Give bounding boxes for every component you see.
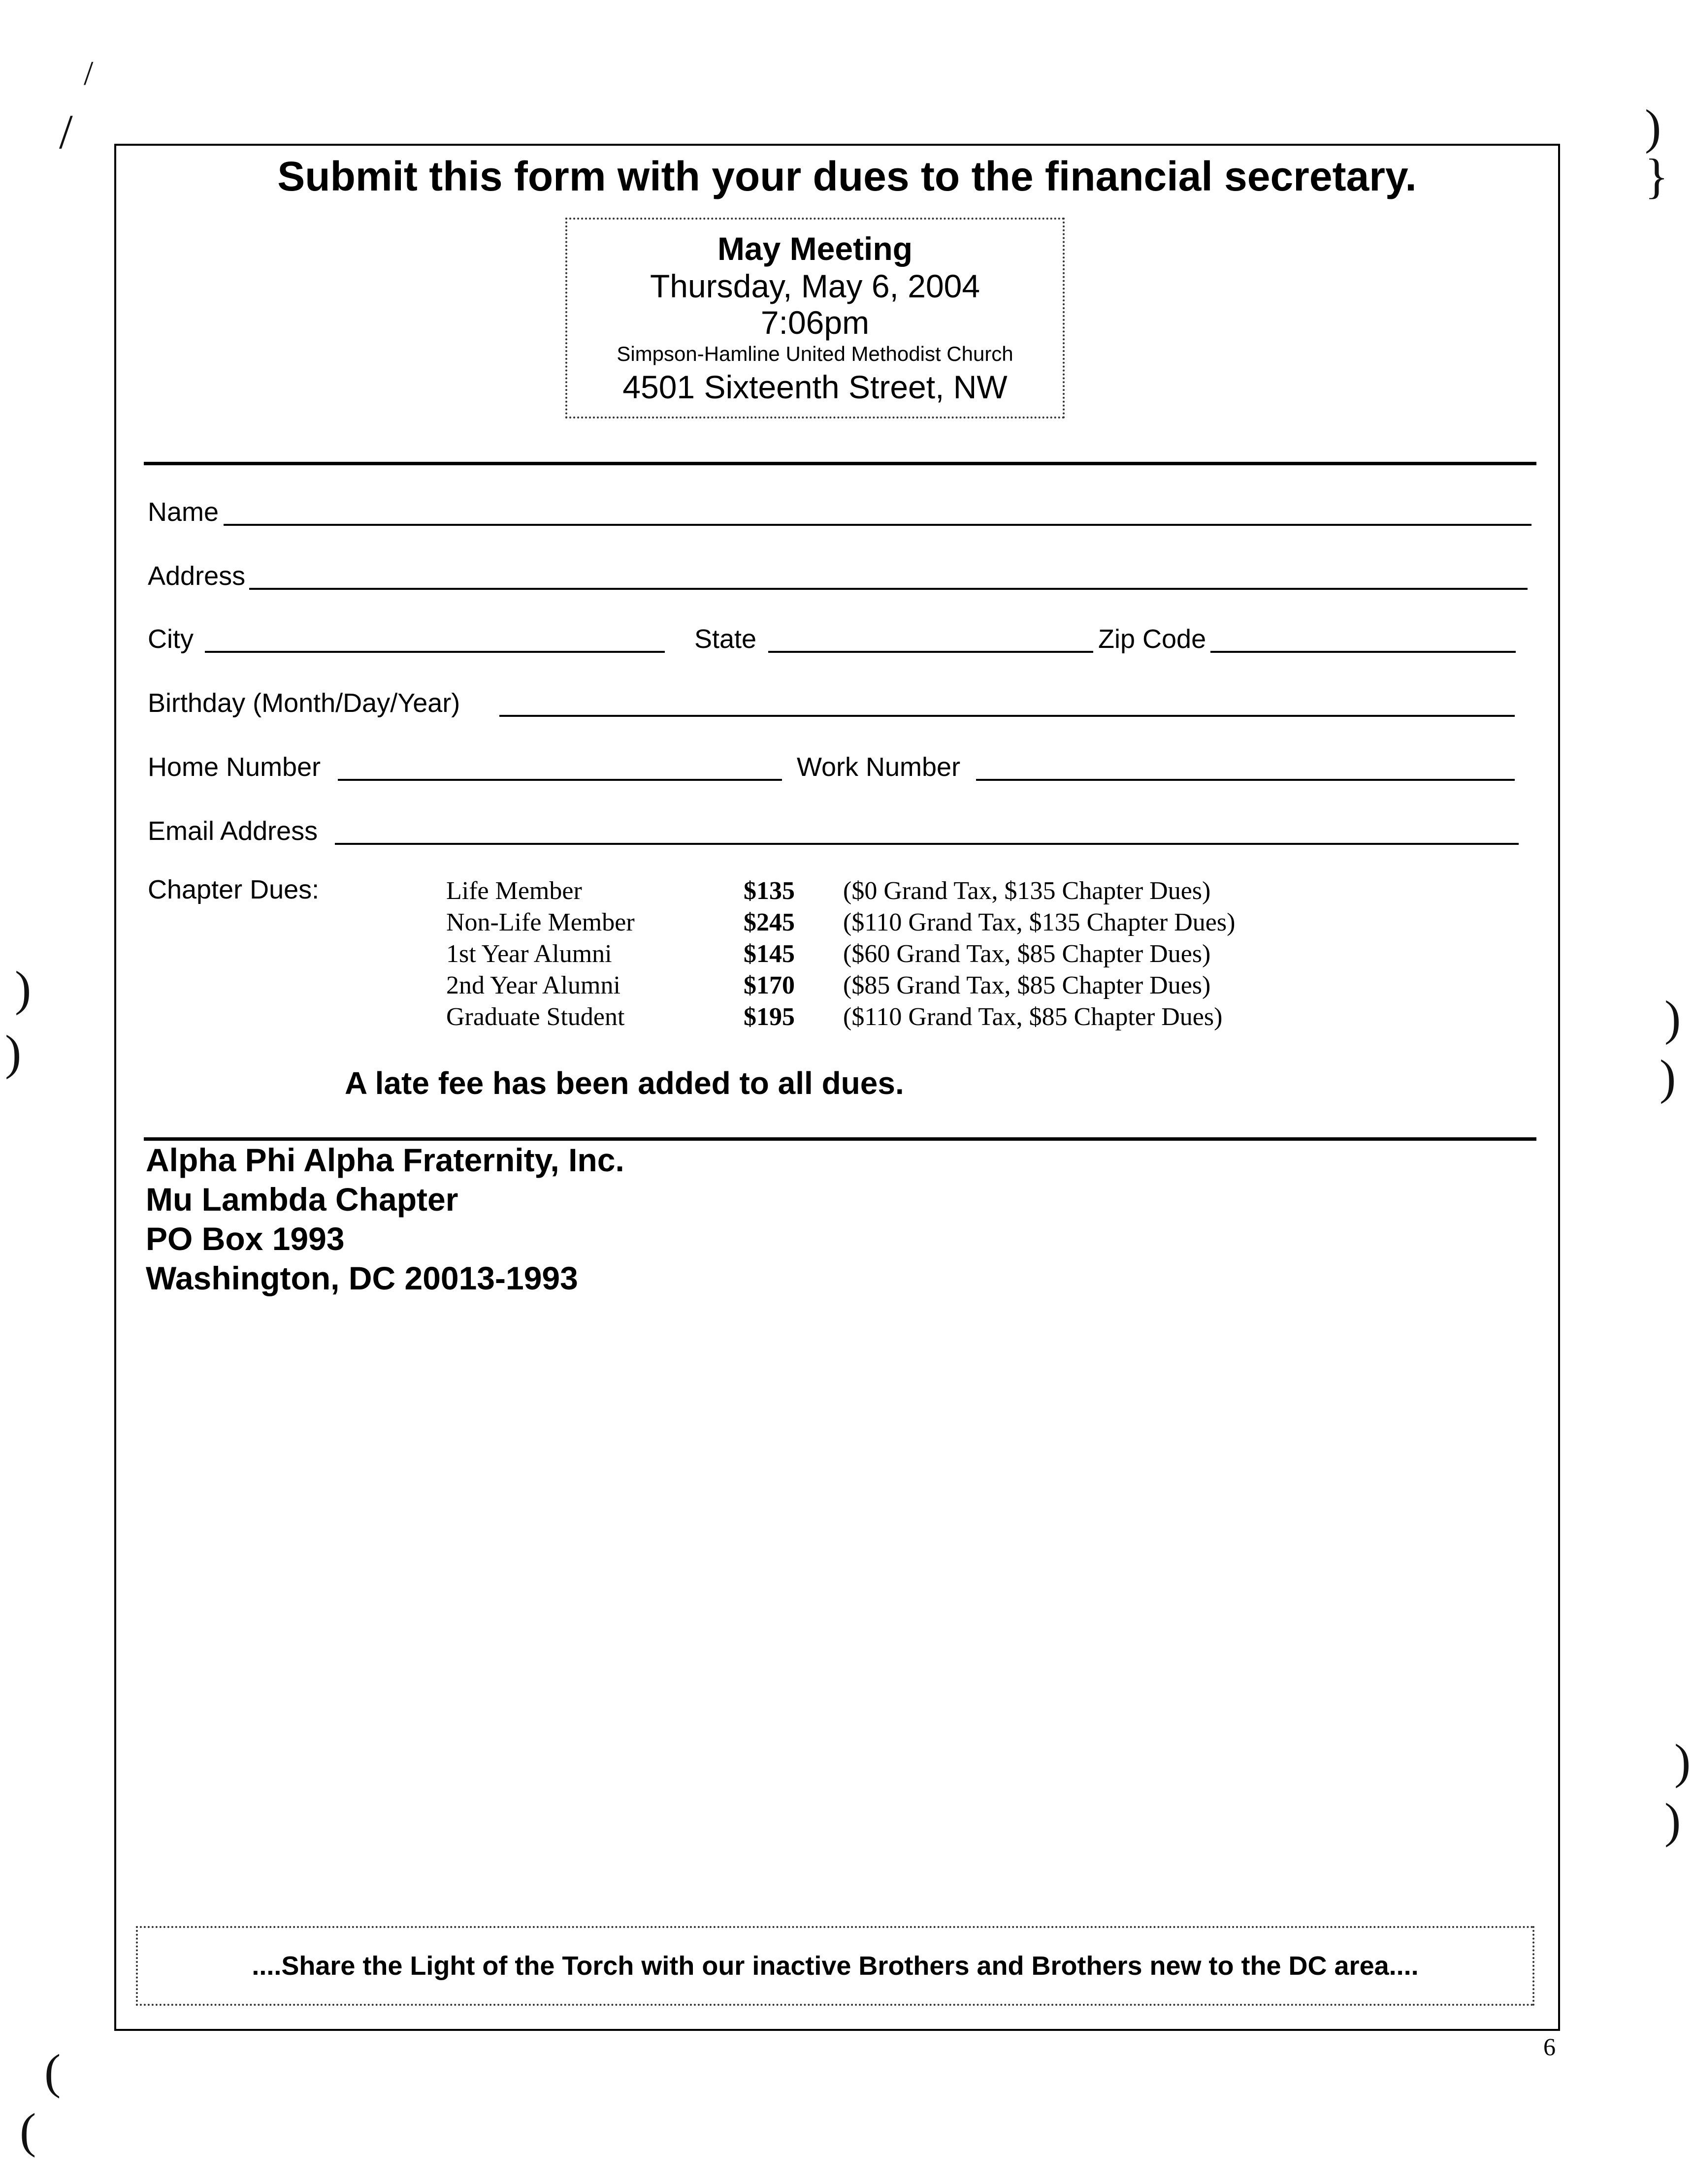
mailing-address <box>146 1140 624 1298</box>
mailing-line-po-box: PO Box 1993 <box>146 1220 345 1257</box>
email-row <box>148 811 1536 851</box>
city-label: City <box>148 624 194 654</box>
city-field[interactable] <box>205 651 665 653</box>
state-label: State <box>694 624 757 654</box>
dues-breakdown: ($85 Grand Tax, $85 Chapter Dues) <box>843 971 1211 999</box>
phone-row <box>148 747 1536 787</box>
dues-amount: $245 <box>744 908 795 936</box>
name-row <box>148 492 1536 532</box>
meeting-place: Simpson-Hamline United Methodist Church <box>617 342 1013 365</box>
work-number-field[interactable] <box>976 779 1515 781</box>
dues-member-type: Non-Life Member <box>446 908 635 936</box>
address-row <box>148 556 1536 596</box>
scan-mark-icon: ) <box>5 1025 22 1080</box>
work-number-label: Work Number <box>797 752 961 782</box>
state-field[interactable] <box>768 651 1093 653</box>
scan-mark-icon: ) <box>1664 991 1681 1045</box>
zip-label: Zip Code <box>1098 624 1206 654</box>
scan-mark-icon: ) <box>1664 1793 1681 1848</box>
dues-member-type: Life Member <box>446 877 582 905</box>
birthday-row <box>148 683 1536 723</box>
dues-breakdown: ($60 Grand Tax, $85 Chapter Dues) <box>843 940 1211 968</box>
name-label: Name <box>148 497 219 527</box>
mailing-line-organization: Alpha Phi Alpha Fraternity, Inc. <box>146 1142 624 1178</box>
meeting-address: 4501 Sixteenth Street, NW <box>622 369 1008 405</box>
home-number-field[interactable] <box>338 779 782 781</box>
address-label: Address <box>148 561 246 591</box>
scan-mark-icon: ) <box>1674 1734 1691 1789</box>
address-field[interactable] <box>249 588 1528 590</box>
home-number-label: Home Number <box>148 752 321 782</box>
meeting-date: Thursday, May 6, 2004 <box>650 268 980 304</box>
dues-member-type: Graduate Student <box>446 1003 625 1031</box>
scan-mark-icon: / <box>84 55 94 93</box>
top-divider <box>144 462 1536 465</box>
mailing-line-chapter: Mu Lambda Chapter <box>146 1181 458 1218</box>
chapter-dues-label: Chapter Dues: <box>148 875 320 904</box>
scan-mark-icon: ) <box>1660 1050 1676 1104</box>
email-label: Email Address <box>148 816 318 846</box>
meeting-title: May Meeting <box>717 230 913 267</box>
scan-mark-icon: ( <box>20 2103 36 2158</box>
meeting-info-box <box>565 218 1065 418</box>
dues-breakdown: ($110 Grand Tax, $85 Chapter Dues) <box>843 1003 1223 1031</box>
dues-member-type: 1st Year Alumni <box>446 940 612 968</box>
dues-amount: $195 <box>744 1003 795 1031</box>
dues-breakdown: ($0 Grand Tax, $135 Chapter Dues) <box>843 877 1211 905</box>
meeting-time: 7:06pm <box>760 304 870 341</box>
zip-field[interactable] <box>1210 651 1516 653</box>
name-field[interactable] <box>224 524 1531 526</box>
page-title: Submit this form with your dues to the financial secretary. <box>277 153 1417 199</box>
scan-mark-icon: ) <box>1645 99 1661 154</box>
dues-breakdown: ($110 Grand Tax, $135 Chapter Dues) <box>843 908 1236 936</box>
scan-mark-icon: ( <box>44 2044 61 2099</box>
birthday-field[interactable] <box>499 715 1515 717</box>
scan-mark-icon: ) <box>15 961 32 1016</box>
page-number: 6 <box>1543 2033 1556 2060</box>
scan-mark-icon: } <box>1645 149 1668 203</box>
mailing-line-city: Washington, DC 20013-1993 <box>146 1260 578 1296</box>
dues-amount: $170 <box>744 971 795 999</box>
late-fee-notice: A late fee has been added to all dues. <box>345 1065 904 1101</box>
footer-banner: ....Share the Light of the Torch with our inactive Brothers and Brothers new to the DC area.... <box>136 1926 1534 2006</box>
dues-amount: $135 <box>744 877 795 905</box>
dues-member-type: 2nd Year Alumni <box>446 971 620 999</box>
scan-mark-icon: / <box>59 104 73 159</box>
dues-amount: $145 <box>744 940 795 968</box>
email-field[interactable] <box>335 843 1519 845</box>
birthday-label: Birthday (Month/Day/Year) <box>148 688 460 718</box>
city-state-zip-row <box>148 619 1536 659</box>
